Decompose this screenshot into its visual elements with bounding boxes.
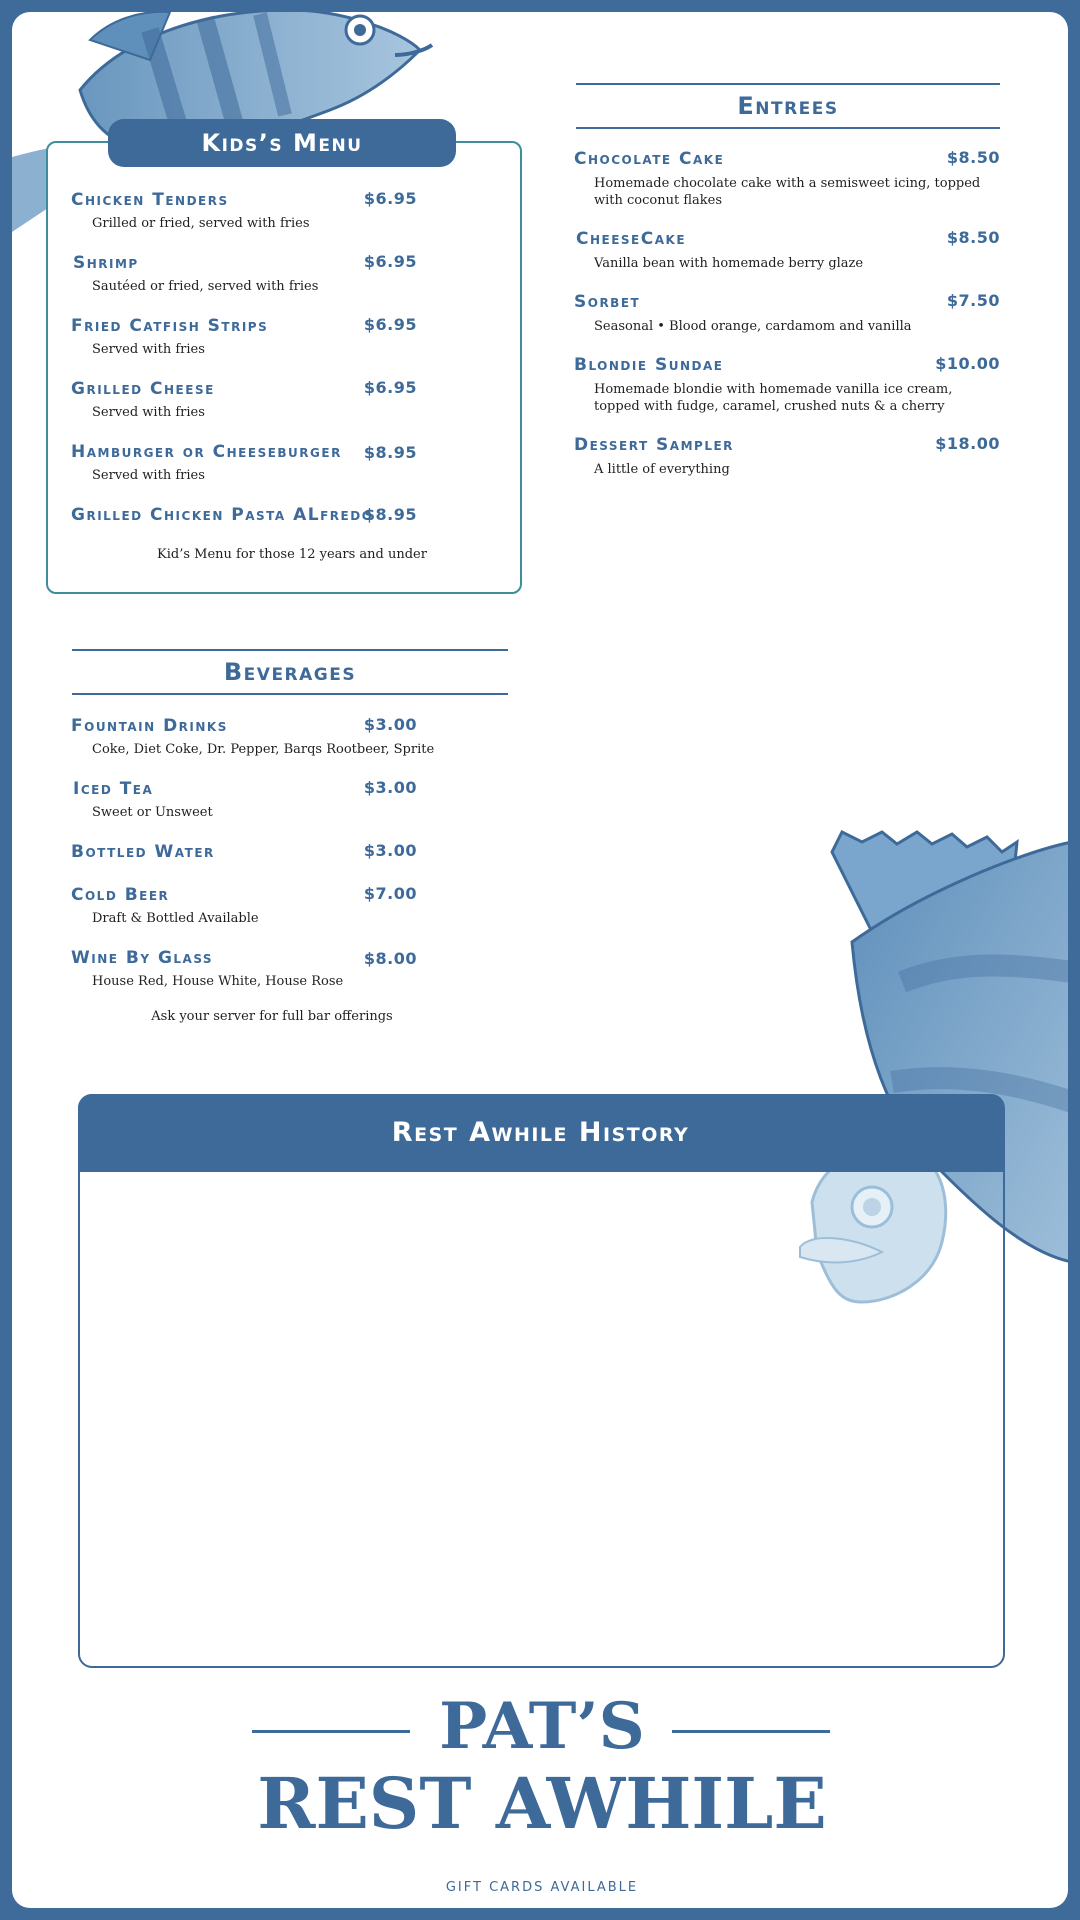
beverage-item-price: $3.00: [363, 715, 417, 734]
entree-item-desc: Seasonal • Blood orange, cardamom and vanilla: [594, 319, 912, 334]
entree-item-desc-cont: with coconut flakes: [594, 193, 722, 208]
beverage-item-name: Wine By Glass: [71, 948, 214, 968]
kids-item-desc: Grilled or fried, served with fries: [92, 216, 310, 231]
kids-item-price: $6.95: [363, 315, 417, 334]
brand-line2: REST AWHILE: [257, 1762, 827, 1845]
kids-item-desc: Served with fries: [92, 468, 205, 483]
kids-item-name: Chicken Tenders: [71, 190, 229, 210]
entree-item-price: $7.50: [946, 291, 1000, 310]
beverage-item-desc: Coke, Diet Coke, Dr. Pepper, Barqs Rootbeer, Sprite: [92, 742, 435, 757]
kids-item-price: $6.95: [363, 252, 417, 271]
beverages-title: Beverages: [223, 658, 357, 686]
entree-item-desc: Homemade blondie with homemade vanilla ice cream,: [594, 382, 953, 397]
entrees-rule-bottom: [576, 127, 1000, 129]
kids-item-price: $8.95: [363, 505, 417, 524]
beverage-item-price: $3.00: [363, 778, 417, 797]
gift-cards-tagline: GIFT CARDS AVAILABLE: [445, 1880, 639, 1895]
kids-item-name: Grilled Chicken Pasta ALfredo: [71, 505, 374, 525]
brand-line1: PAT’S: [439, 1689, 645, 1764]
entree-item-name: Blondie Sundae: [574, 355, 724, 375]
kids-item-name: Fried Catfish Strips: [71, 316, 269, 336]
entree-item-name: Dessert Sampler: [574, 435, 734, 455]
beverages-note: Ask your server for full bar offerings: [151, 1009, 393, 1024]
beverages-rule-top: [72, 649, 508, 651]
beverage-item-name: Cold Beer: [71, 885, 170, 905]
beverages-rule-bottom: [72, 693, 508, 695]
kids-item-desc: Sautéed or fried, served with fries: [92, 279, 319, 294]
beverage-item-price: $7.00: [363, 884, 417, 903]
beverage-item-name: Iced Tea: [73, 779, 154, 799]
entree-item-desc-cont: topped with fudge, caramel, crushed nuts & a cherry: [594, 399, 945, 414]
entree-item-desc: A little of everything: [594, 462, 730, 477]
entree-item-name: CheeseCake: [576, 229, 687, 249]
entree-item-desc: Homemade chocolate cake with a semisweet icing, topped: [594, 176, 981, 191]
kids-item-price: $8.95: [363, 443, 417, 462]
kids-menu-note: Kid’s Menu for those 12 years and under: [157, 547, 427, 562]
entree-item-price: $10.00: [935, 354, 1000, 373]
entree-item-price: $8.50: [946, 228, 1000, 247]
entree-item-desc: Vanilla bean with homemade berry glaze: [594, 256, 864, 271]
entrees-title: Entrees: [737, 92, 839, 120]
entree-item-name: Sorbet: [574, 292, 641, 312]
kids-menu-title: Kids’s Menu: [108, 119, 456, 167]
beverage-item-desc: Sweet or Unsweet: [92, 805, 213, 820]
kids-item-price: $6.95: [363, 378, 417, 397]
beverage-item-desc: House Red, House White, House Rose: [92, 974, 344, 989]
entrees-rule-top: [576, 83, 1000, 85]
beverage-item-price: $8.00: [363, 949, 417, 968]
kids-item-name: Shrimp: [73, 253, 139, 273]
menu-page: [12, 12, 1068, 1908]
kids-item-desc: Served with fries: [92, 342, 205, 357]
beverage-item-price: $3.00: [363, 841, 417, 860]
kids-item-name: Hamburger or Cheeseburger: [71, 442, 342, 462]
entree-item-price: $18.00: [935, 434, 1000, 453]
entree-item-price: $8.50: [946, 148, 1000, 167]
kids-item-price: $6.95: [363, 189, 417, 208]
kids-item-desc: Served with fries: [92, 405, 205, 420]
beverage-item-name: Fountain Drinks: [71, 716, 228, 736]
beverage-item-name: Bottled Water: [71, 842, 215, 862]
kids-item-name: Grilled Cheese: [71, 379, 215, 399]
history-title: Rest Awhile History: [78, 1094, 1003, 1172]
entree-item-name: Chocolate Cake: [574, 149, 725, 169]
beverage-item-desc: Draft & Bottled Available: [92, 911, 259, 926]
history-panel: [78, 1094, 1005, 1668]
